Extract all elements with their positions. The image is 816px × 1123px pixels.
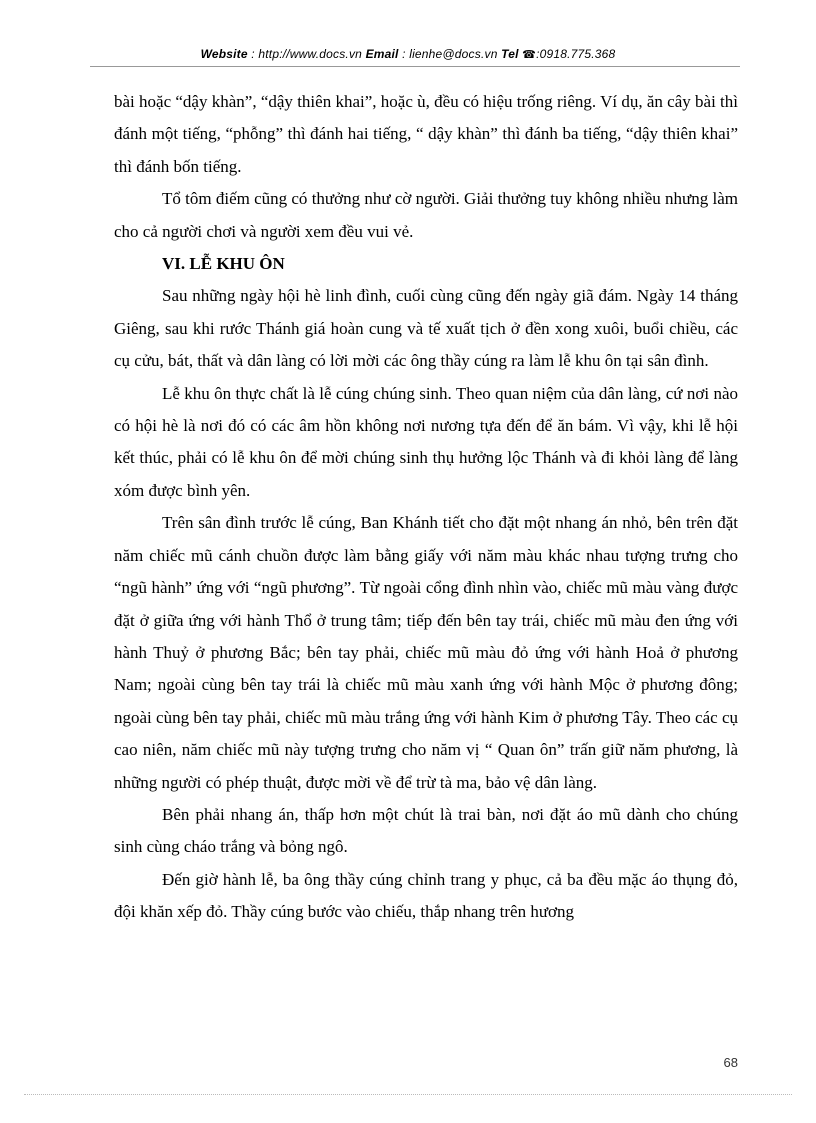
paragraph-3: Sau những ngày hội hè linh đình, cuối cùng cũng đến ngày giã đám. Ngày 14 tháng Giêng, sau khi rước Thánh giá hoàn cung và tế xuất tịch ở đền xong xuôi, buổi chiều, các cụ cửu, bát, thất và dân làng có lời mời các ông thầy cúng ra làm lễ khu ôn tại sân đình. <box>114 286 738 371</box>
page-number: 68 <box>723 1055 738 1070</box>
section-heading: VI. LỄ KHU ÔN <box>162 254 285 274</box>
paragraph-5: Trên sân đình trước lễ cúng, Ban Khánh tiết cho đặt một nhang án nhỏ, bên trên đặt năm chiếc mũ cánh chuồn được làm bằng giấy với năm màu khác nhau tượng trưng cho “ngũ hành” ứng với “ngũ phương”. Từ ngoài cổng đình nhìn vào, chiếc mũ màu vàng được đặt ở giữa ứng với hành Thổ ở trung tâm; tiếp đến bên tay trái, chiếc mũ màu đen ứng với hành Thuỷ ở phương Bắc; bên tay phải, chiếc mũ màu đỏ ứng với hành Hoả ở phương Nam; ngoài cùng bên tay trái là chiếc mũ màu xanh ứng với hành Mộc ở phương đông; ngoài cùng bên tay phải, chiếc mũ màu trắng ứng với hành Kim ở phương Tây. Theo các cụ cao niên, năm chiếc mũ này tượng trưng cho năm vị “ Quan ôn” trấn giữ năm phương, là những người có phép thuật, được mời về để trừ tà ma, bảo vệ dân làng. <box>114 513 738 792</box>
footer-divider <box>24 1094 792 1095</box>
header-divider <box>90 66 740 67</box>
paragraph-2: Tổ tôm điếm cũng có thưởng như cờ người. Giải thưởng tuy không nhiều nhưng làm cho cả người chơi và người xem đều vui vẻ. <box>114 189 738 241</box>
email-separator: : <box>398 47 410 61</box>
paragraph-6: Bên phải nhang án, thấp hơn một chút là trai bàn, nơi đặt áo mũ dành cho chúng sinh cùng cháo trắng và bỏng ngô. <box>114 804 738 857</box>
paragraph-7: Đến giờ hành lễ, ba ông thầy cúng chỉnh trang y phục, cả ba đều mặc áo thụng đỏ, đội khăn xếp đỏ. Thầy cúng bước vào chiếu, thắp nhang trên hương <box>114 869 738 922</box>
tel-number: :0918.775.368 <box>536 47 616 61</box>
email-address[interactable]: lienhe@docs.vn <box>409 47 498 61</box>
document-body <box>114 86 738 929</box>
website-url[interactable]: http://www.docs.vn <box>258 47 363 61</box>
tel-label: Tel <box>501 47 519 61</box>
email-label: Email <box>365 47 399 61</box>
paragraph-4: Lễ khu ôn thực chất là lễ cúng chúng sinh. Theo quan niệm của dân làng, cứ nơi nào có hội hè là nơi đó có các âm hồn không nơi nương tựa đến để ăn bám. Vì vậy, khi lễ hội kết thúc, phải có lễ khu ôn để mời chúng sinh thụ hưởng lộc Thánh và đi khỏi làng để làng xóm được bình yên. <box>114 383 738 500</box>
phone-icon: ☎ <box>522 49 537 61</box>
website-separator: : <box>247 47 259 61</box>
paragraph-1: bài hoặc “dậy khàn”, “dậy thiên khai”, hoặc ù, đều có hiệu trống riêng. Ví dụ, ăn cây bài thì đánh một tiếng, “phỗng” thì đánh hai tiếng, “ dậy khàn” thì đánh ba tiếng, “dậy thiên khai” thì đánh bốn tiếng. <box>114 92 738 176</box>
page-header <box>0 47 816 61</box>
website-label: Website <box>200 47 248 61</box>
